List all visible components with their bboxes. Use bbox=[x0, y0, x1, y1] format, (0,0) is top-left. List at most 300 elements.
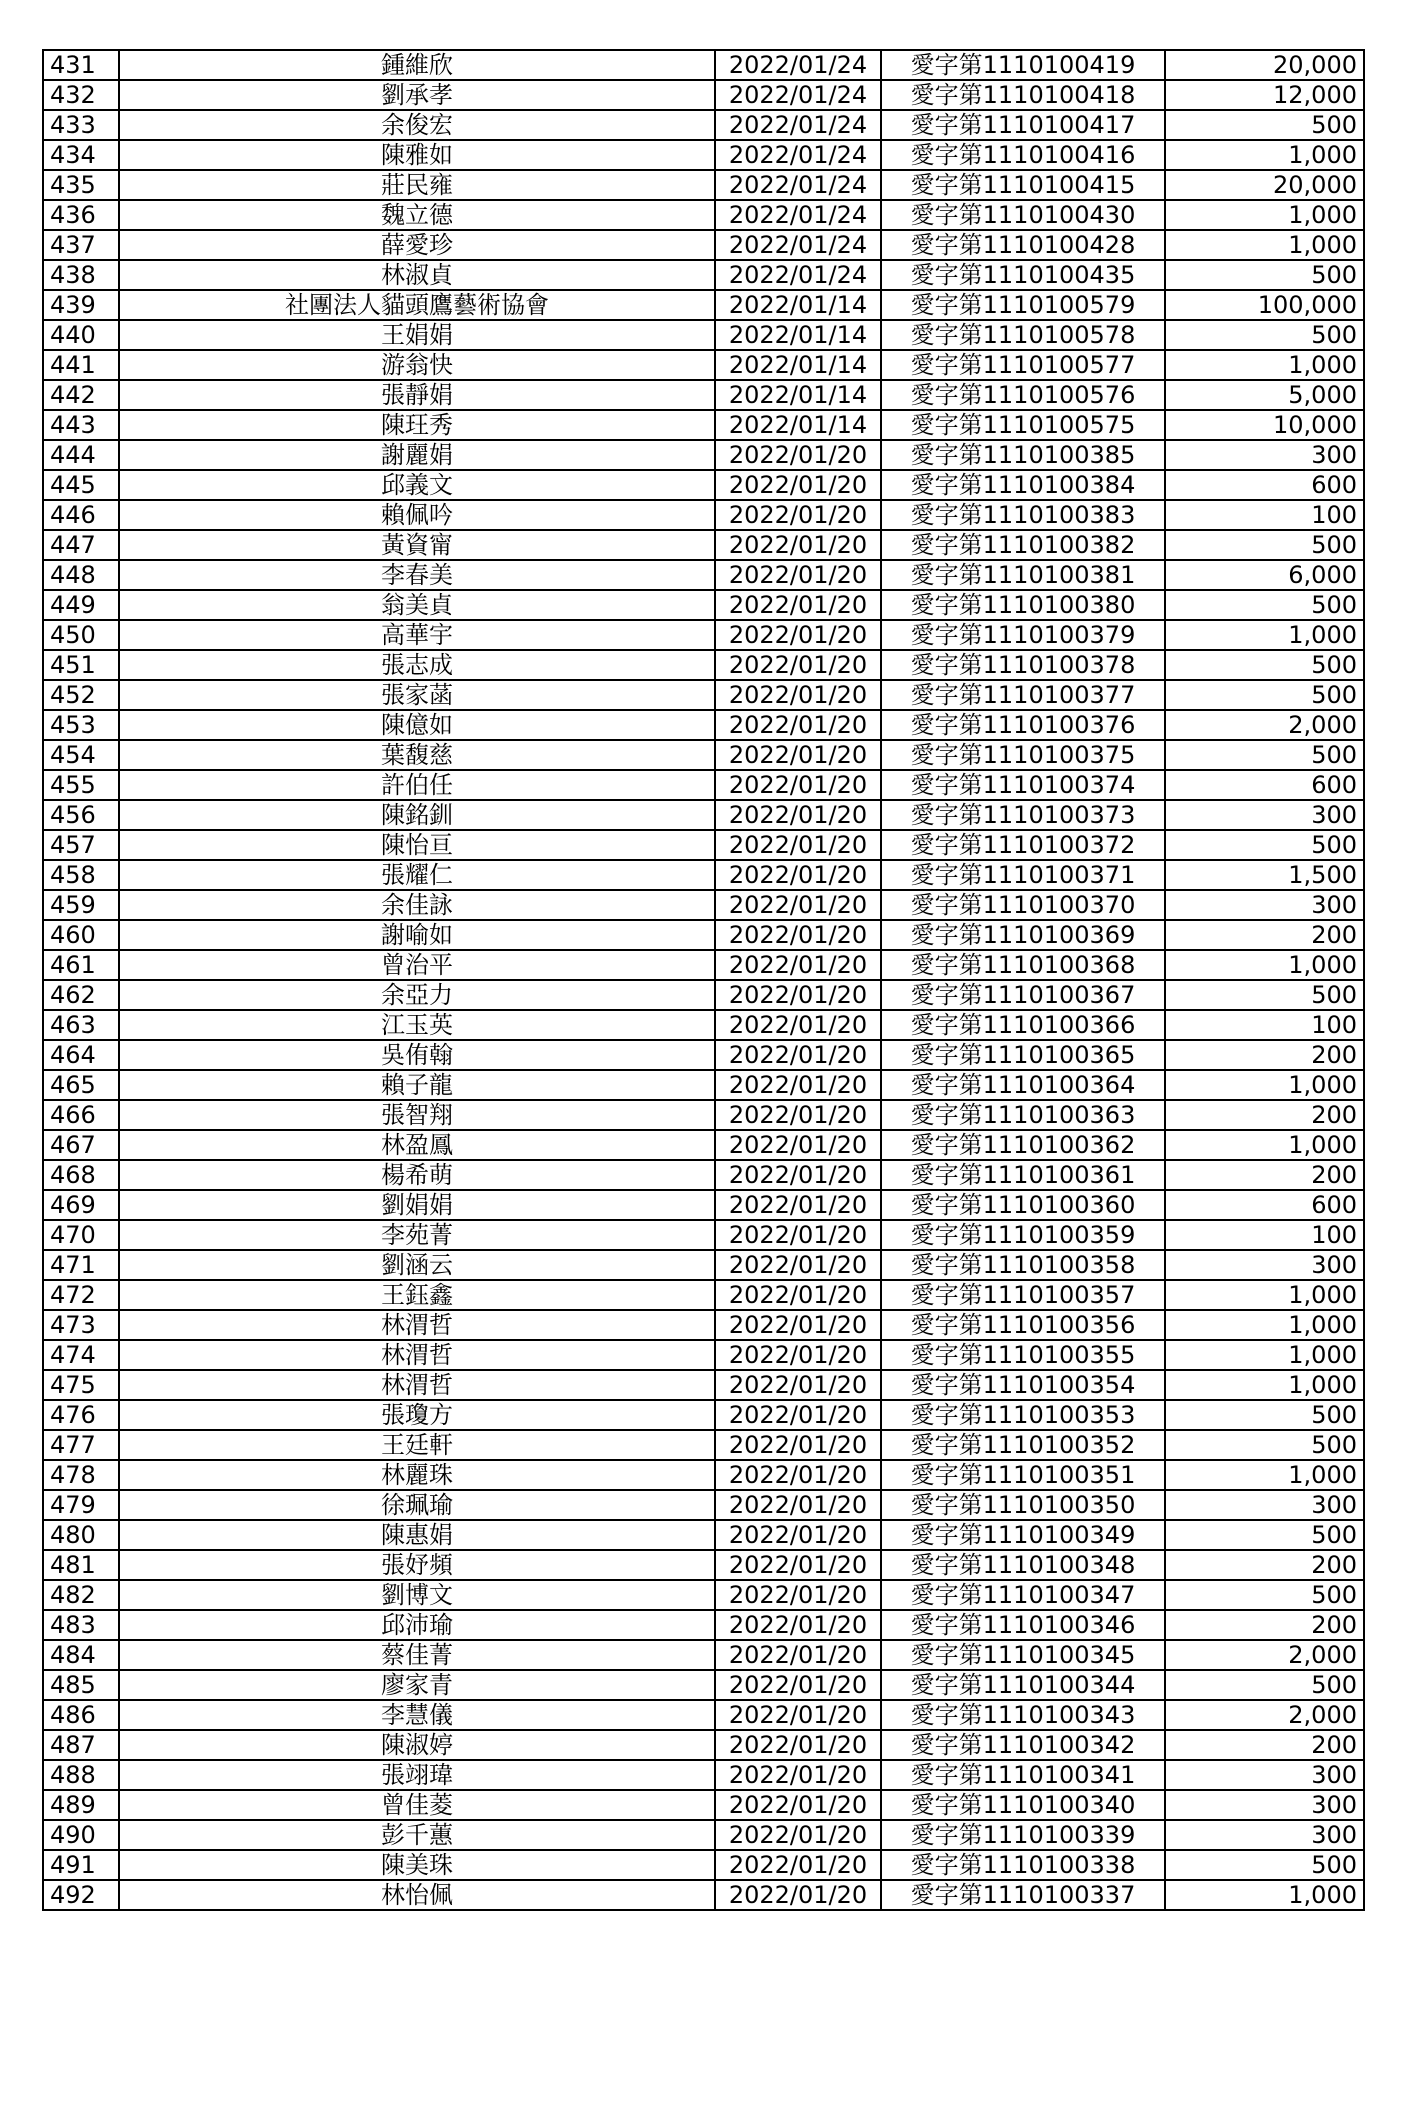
amount-cell: 500 bbox=[1165, 110, 1364, 140]
donation-date-cell: 2022/01/20 bbox=[715, 1280, 881, 1310]
table-row bbox=[43, 1850, 1364, 1880]
table-row bbox=[43, 410, 1364, 440]
donor-name-cell: 廖家青 bbox=[119, 1670, 715, 1700]
table-row bbox=[43, 1310, 1364, 1340]
donation-date-cell: 2022/01/20 bbox=[715, 500, 881, 530]
receipt-number-cell: 愛字第1110100370 bbox=[881, 890, 1165, 920]
serial-number-cell: 474 bbox=[43, 1340, 119, 1370]
table-row bbox=[43, 890, 1364, 920]
donation-date-cell: 2022/01/20 bbox=[715, 1340, 881, 1370]
table-row bbox=[43, 1250, 1364, 1280]
receipt-number-cell: 愛字第1110100349 bbox=[881, 1520, 1165, 1550]
donation-date-cell: 2022/01/20 bbox=[715, 1040, 881, 1070]
amount-cell: 500 bbox=[1165, 1850, 1364, 1880]
serial-number-cell: 476 bbox=[43, 1400, 119, 1430]
donor-name-cell: 黃資甯 bbox=[119, 530, 715, 560]
amount-cell: 1,000 bbox=[1165, 1340, 1364, 1370]
table-row bbox=[43, 1040, 1364, 1070]
serial-number-cell: 447 bbox=[43, 530, 119, 560]
amount-cell: 2,000 bbox=[1165, 1640, 1364, 1670]
amount-cell: 1,000 bbox=[1165, 1460, 1364, 1490]
donor-name-cell: 劉博文 bbox=[119, 1580, 715, 1610]
donation-date-cell: 2022/01/20 bbox=[715, 1760, 881, 1790]
table-row bbox=[43, 1220, 1364, 1250]
donor-name-cell: 陳銘釧 bbox=[119, 800, 715, 830]
receipt-number-cell: 愛字第1110100363 bbox=[881, 1100, 1165, 1130]
serial-number-cell: 487 bbox=[43, 1730, 119, 1760]
donation-date-cell: 2022/01/14 bbox=[715, 380, 881, 410]
amount-cell: 200 bbox=[1165, 920, 1364, 950]
receipt-number-cell: 愛字第1110100379 bbox=[881, 620, 1165, 650]
donor-name-cell: 薛愛珍 bbox=[119, 230, 715, 260]
donation-date-cell: 2022/01/20 bbox=[715, 950, 881, 980]
table-row bbox=[43, 1340, 1364, 1370]
receipt-number-cell: 愛字第1110100577 bbox=[881, 350, 1165, 380]
amount-cell: 200 bbox=[1165, 1040, 1364, 1070]
donor-name-cell: 林渭哲 bbox=[119, 1310, 715, 1340]
receipt-number-cell: 愛字第1110100369 bbox=[881, 920, 1165, 950]
donation-date-cell: 2022/01/20 bbox=[715, 440, 881, 470]
serial-number-cell: 492 bbox=[43, 1880, 119, 1910]
table-row bbox=[43, 500, 1364, 530]
amount-cell: 500 bbox=[1165, 680, 1364, 710]
table-row bbox=[43, 1760, 1364, 1790]
serial-number-cell: 441 bbox=[43, 350, 119, 380]
table-row bbox=[43, 1430, 1364, 1460]
serial-number-cell: 453 bbox=[43, 710, 119, 740]
amount-cell: 20,000 bbox=[1165, 170, 1364, 200]
amount-cell: 600 bbox=[1165, 770, 1364, 800]
donation-date-cell: 2022/01/24 bbox=[715, 110, 881, 140]
donation-date-cell: 2022/01/20 bbox=[715, 1700, 881, 1730]
receipt-number-cell: 愛字第1110100378 bbox=[881, 650, 1165, 680]
donor-name-cell: 李苑菁 bbox=[119, 1220, 715, 1250]
amount-cell: 500 bbox=[1165, 830, 1364, 860]
donation-date-cell: 2022/01/20 bbox=[715, 1160, 881, 1190]
donation-date-cell: 2022/01/20 bbox=[715, 1520, 881, 1550]
donation-date-cell: 2022/01/20 bbox=[715, 1640, 881, 1670]
amount-cell: 500 bbox=[1165, 1430, 1364, 1460]
receipt-number-cell: 愛字第1110100347 bbox=[881, 1580, 1165, 1610]
amount-cell: 300 bbox=[1165, 1820, 1364, 1850]
donor-name-cell: 賴佩吟 bbox=[119, 500, 715, 530]
serial-number-cell: 433 bbox=[43, 110, 119, 140]
donor-name-cell: 李慧儀 bbox=[119, 1700, 715, 1730]
receipt-number-cell: 愛字第1110100435 bbox=[881, 260, 1165, 290]
donor-name-cell: 張耀仁 bbox=[119, 860, 715, 890]
serial-number-cell: 438 bbox=[43, 260, 119, 290]
receipt-number-cell: 愛字第1110100383 bbox=[881, 500, 1165, 530]
donation-date-cell: 2022/01/24 bbox=[715, 50, 881, 80]
donor-name-cell: 邱沛瑜 bbox=[119, 1610, 715, 1640]
serial-number-cell: 449 bbox=[43, 590, 119, 620]
serial-number-cell: 448 bbox=[43, 560, 119, 590]
receipt-number-cell: 愛字第1110100355 bbox=[881, 1340, 1165, 1370]
receipt-number-cell: 愛字第1110100350 bbox=[881, 1490, 1165, 1520]
donor-name-cell: 曾佳菱 bbox=[119, 1790, 715, 1820]
donor-name-cell: 謝麗娟 bbox=[119, 440, 715, 470]
serial-number-cell: 459 bbox=[43, 890, 119, 920]
amount-cell: 500 bbox=[1165, 530, 1364, 560]
serial-number-cell: 483 bbox=[43, 1610, 119, 1640]
donor-name-cell: 余亞力 bbox=[119, 980, 715, 1010]
serial-number-cell: 463 bbox=[43, 1010, 119, 1040]
donation-date-cell: 2022/01/20 bbox=[715, 860, 881, 890]
table-row bbox=[43, 1880, 1364, 1910]
amount-cell: 1,000 bbox=[1165, 350, 1364, 380]
amount-cell: 500 bbox=[1165, 740, 1364, 770]
receipt-number-cell: 愛字第1110100362 bbox=[881, 1130, 1165, 1160]
table-row bbox=[43, 1130, 1364, 1160]
donation-date-cell: 2022/01/20 bbox=[715, 920, 881, 950]
amount-cell: 1,000 bbox=[1165, 1310, 1364, 1340]
serial-number-cell: 440 bbox=[43, 320, 119, 350]
donor-name-cell: 葉馥慈 bbox=[119, 740, 715, 770]
table-row bbox=[43, 320, 1364, 350]
table-row bbox=[43, 1370, 1364, 1400]
table-row bbox=[43, 260, 1364, 290]
table-row bbox=[43, 950, 1364, 980]
amount-cell: 300 bbox=[1165, 440, 1364, 470]
donation-date-cell: 2022/01/14 bbox=[715, 320, 881, 350]
receipt-number-cell: 愛字第1110100338 bbox=[881, 1850, 1165, 1880]
donor-name-cell: 林麗珠 bbox=[119, 1460, 715, 1490]
receipt-number-cell: 愛字第1110100381 bbox=[881, 560, 1165, 590]
receipt-number-cell: 愛字第1110100380 bbox=[881, 590, 1165, 620]
serial-number-cell: 454 bbox=[43, 740, 119, 770]
serial-number-cell: 458 bbox=[43, 860, 119, 890]
donation-date-cell: 2022/01/24 bbox=[715, 140, 881, 170]
serial-number-cell: 482 bbox=[43, 1580, 119, 1610]
donation-date-cell: 2022/01/20 bbox=[715, 800, 881, 830]
receipt-number-cell: 愛字第1110100375 bbox=[881, 740, 1165, 770]
receipt-number-cell: 愛字第1110100367 bbox=[881, 980, 1165, 1010]
donor-name-cell: 劉娟娟 bbox=[119, 1190, 715, 1220]
receipt-number-cell: 愛字第1110100576 bbox=[881, 380, 1165, 410]
receipt-number-cell: 愛字第1110100344 bbox=[881, 1670, 1165, 1700]
donor-name-cell: 曾治平 bbox=[119, 950, 715, 980]
amount-cell: 1,000 bbox=[1165, 200, 1364, 230]
donor-name-cell: 張瓊方 bbox=[119, 1400, 715, 1430]
donation-date-cell: 2022/01/20 bbox=[715, 1010, 881, 1040]
serial-number-cell: 456 bbox=[43, 800, 119, 830]
serial-number-cell: 491 bbox=[43, 1850, 119, 1880]
receipt-number-cell: 愛字第1110100419 bbox=[881, 50, 1165, 80]
table-row bbox=[43, 530, 1364, 560]
donor-name-cell: 張智翔 bbox=[119, 1100, 715, 1130]
donor-name-cell: 林渭哲 bbox=[119, 1340, 715, 1370]
donor-name-cell: 游翁快 bbox=[119, 350, 715, 380]
table-row bbox=[43, 1580, 1364, 1610]
donor-name-cell: 江玉英 bbox=[119, 1010, 715, 1040]
serial-number-cell: 439 bbox=[43, 290, 119, 320]
donation-date-cell: 2022/01/20 bbox=[715, 1190, 881, 1220]
amount-cell: 500 bbox=[1165, 650, 1364, 680]
table-row bbox=[43, 860, 1364, 890]
table-body bbox=[43, 50, 1364, 1910]
donor-name-cell: 王鈺鑫 bbox=[119, 1280, 715, 1310]
donor-name-cell: 謝喻如 bbox=[119, 920, 715, 950]
receipt-number-cell: 愛字第1110100357 bbox=[881, 1280, 1165, 1310]
receipt-number-cell: 愛字第1110100342 bbox=[881, 1730, 1165, 1760]
donation-date-cell: 2022/01/20 bbox=[715, 770, 881, 800]
table-row bbox=[43, 1550, 1364, 1580]
serial-number-cell: 488 bbox=[43, 1760, 119, 1790]
donor-name-cell: 高華宇 bbox=[119, 620, 715, 650]
serial-number-cell: 437 bbox=[43, 230, 119, 260]
serial-number-cell: 479 bbox=[43, 1490, 119, 1520]
table-row bbox=[43, 560, 1364, 590]
donation-date-cell: 2022/01/14 bbox=[715, 350, 881, 380]
amount-cell: 12,000 bbox=[1165, 80, 1364, 110]
amount-cell: 200 bbox=[1165, 1160, 1364, 1190]
table-row bbox=[43, 1160, 1364, 1190]
receipt-number-cell: 愛字第1110100372 bbox=[881, 830, 1165, 860]
donor-name-cell: 余佳詠 bbox=[119, 890, 715, 920]
amount-cell: 1,000 bbox=[1165, 1280, 1364, 1310]
donation-date-cell: 2022/01/20 bbox=[715, 1880, 881, 1910]
receipt-number-cell: 愛字第1110100346 bbox=[881, 1610, 1165, 1640]
amount-cell: 1,000 bbox=[1165, 1880, 1364, 1910]
table-row bbox=[43, 620, 1364, 650]
donation-date-cell: 2022/01/20 bbox=[715, 1670, 881, 1700]
amount-cell: 100 bbox=[1165, 1010, 1364, 1040]
receipt-number-cell: 愛字第1110100354 bbox=[881, 1370, 1165, 1400]
serial-number-cell: 478 bbox=[43, 1460, 119, 1490]
donor-name-cell: 劉承孝 bbox=[119, 80, 715, 110]
amount-cell: 20,000 bbox=[1165, 50, 1364, 80]
donor-name-cell: 林渭哲 bbox=[119, 1370, 715, 1400]
table-row bbox=[43, 680, 1364, 710]
table-row bbox=[43, 590, 1364, 620]
serial-number-cell: 489 bbox=[43, 1790, 119, 1820]
receipt-number-cell: 愛字第1110100366 bbox=[881, 1010, 1165, 1040]
donation-date-cell: 2022/01/20 bbox=[715, 890, 881, 920]
table-row bbox=[43, 1010, 1364, 1040]
amount-cell: 2,000 bbox=[1165, 1700, 1364, 1730]
table-row bbox=[43, 380, 1364, 410]
table-row bbox=[43, 110, 1364, 140]
donor-name-cell: 魏立德 bbox=[119, 200, 715, 230]
table-row bbox=[43, 1100, 1364, 1130]
receipt-number-cell: 愛字第1110100416 bbox=[881, 140, 1165, 170]
amount-cell: 500 bbox=[1165, 980, 1364, 1010]
serial-number-cell: 485 bbox=[43, 1670, 119, 1700]
amount-cell: 1,000 bbox=[1165, 1130, 1364, 1160]
amount-cell: 100,000 bbox=[1165, 290, 1364, 320]
table-row bbox=[43, 1700, 1364, 1730]
serial-number-cell: 473 bbox=[43, 1310, 119, 1340]
receipt-number-cell: 愛字第1110100368 bbox=[881, 950, 1165, 980]
serial-number-cell: 465 bbox=[43, 1070, 119, 1100]
table-row bbox=[43, 740, 1364, 770]
donation-date-cell: 2022/01/20 bbox=[715, 1220, 881, 1250]
donor-name-cell: 李春美 bbox=[119, 560, 715, 590]
amount-cell: 300 bbox=[1165, 1790, 1364, 1820]
donation-table bbox=[42, 49, 1365, 1911]
donor-name-cell: 余俊宏 bbox=[119, 110, 715, 140]
serial-number-cell: 468 bbox=[43, 1160, 119, 1190]
donation-date-cell: 2022/01/24 bbox=[715, 230, 881, 260]
donation-date-cell: 2022/01/20 bbox=[715, 650, 881, 680]
receipt-number-cell: 愛字第1110100575 bbox=[881, 410, 1165, 440]
donation-date-cell: 2022/01/20 bbox=[715, 1610, 881, 1640]
serial-number-cell: 451 bbox=[43, 650, 119, 680]
donation-date-cell: 2022/01/20 bbox=[715, 620, 881, 650]
donation-date-cell: 2022/01/20 bbox=[715, 1820, 881, 1850]
amount-cell: 1,000 bbox=[1165, 140, 1364, 170]
table-row bbox=[43, 1820, 1364, 1850]
amount-cell: 5,000 bbox=[1165, 380, 1364, 410]
donor-name-cell: 鍾維欣 bbox=[119, 50, 715, 80]
donation-date-cell: 2022/01/14 bbox=[715, 290, 881, 320]
table-row bbox=[43, 1190, 1364, 1220]
amount-cell: 500 bbox=[1165, 1670, 1364, 1700]
receipt-number-cell: 愛字第1110100428 bbox=[881, 230, 1165, 260]
serial-number-cell: 460 bbox=[43, 920, 119, 950]
serial-number-cell: 443 bbox=[43, 410, 119, 440]
table-row bbox=[43, 170, 1364, 200]
donation-date-cell: 2022/01/24 bbox=[715, 170, 881, 200]
table-row bbox=[43, 1790, 1364, 1820]
serial-number-cell: 486 bbox=[43, 1700, 119, 1730]
receipt-number-cell: 愛字第1110100415 bbox=[881, 170, 1165, 200]
serial-number-cell: 467 bbox=[43, 1130, 119, 1160]
receipt-number-cell: 愛字第1110100356 bbox=[881, 1310, 1165, 1340]
amount-cell: 100 bbox=[1165, 500, 1364, 530]
table-row bbox=[43, 980, 1364, 1010]
donation-date-cell: 2022/01/24 bbox=[715, 80, 881, 110]
serial-number-cell: 452 bbox=[43, 680, 119, 710]
donation-date-cell: 2022/01/20 bbox=[715, 1580, 881, 1610]
serial-number-cell: 462 bbox=[43, 980, 119, 1010]
donor-name-cell: 林盈鳳 bbox=[119, 1130, 715, 1160]
amount-cell: 500 bbox=[1165, 320, 1364, 350]
serial-number-cell: 436 bbox=[43, 200, 119, 230]
amount-cell: 600 bbox=[1165, 470, 1364, 500]
donation-date-cell: 2022/01/20 bbox=[715, 1310, 881, 1340]
amount-cell: 600 bbox=[1165, 1190, 1364, 1220]
donor-name-cell: 陳美珠 bbox=[119, 1850, 715, 1880]
amount-cell: 2,000 bbox=[1165, 710, 1364, 740]
donor-name-cell: 張妤頻 bbox=[119, 1550, 715, 1580]
receipt-number-cell: 愛字第1110100371 bbox=[881, 860, 1165, 890]
table-row bbox=[43, 1280, 1364, 1310]
amount-cell: 1,000 bbox=[1165, 620, 1364, 650]
donor-name-cell: 彭千蕙 bbox=[119, 1820, 715, 1850]
donation-date-cell: 2022/01/20 bbox=[715, 1730, 881, 1760]
amount-cell: 300 bbox=[1165, 1490, 1364, 1520]
serial-number-cell: 469 bbox=[43, 1190, 119, 1220]
table-row bbox=[43, 1460, 1364, 1490]
donor-name-cell: 陳淑婷 bbox=[119, 1730, 715, 1760]
donation-date-cell: 2022/01/20 bbox=[715, 1370, 881, 1400]
serial-number-cell: 445 bbox=[43, 470, 119, 500]
donor-name-cell: 社團法人貓頭鷹藝術協會 bbox=[119, 290, 715, 320]
receipt-number-cell: 愛字第1110100384 bbox=[881, 470, 1165, 500]
donation-date-cell: 2022/01/20 bbox=[715, 560, 881, 590]
table-row bbox=[43, 290, 1364, 320]
receipt-number-cell: 愛字第1110100343 bbox=[881, 1700, 1165, 1730]
serial-number-cell: 444 bbox=[43, 440, 119, 470]
donor-name-cell: 王廷軒 bbox=[119, 1430, 715, 1460]
donor-name-cell: 吳侑翰 bbox=[119, 1040, 715, 1070]
serial-number-cell: 475 bbox=[43, 1370, 119, 1400]
serial-number-cell: 435 bbox=[43, 170, 119, 200]
receipt-number-cell: 愛字第1110100340 bbox=[881, 1790, 1165, 1820]
donation-date-cell: 2022/01/24 bbox=[715, 200, 881, 230]
amount-cell: 1,000 bbox=[1165, 1070, 1364, 1100]
receipt-number-cell: 愛字第1110100377 bbox=[881, 680, 1165, 710]
receipt-number-cell: 愛字第1110100341 bbox=[881, 1760, 1165, 1790]
serial-number-cell: 477 bbox=[43, 1430, 119, 1460]
donor-name-cell: 徐珮瑜 bbox=[119, 1490, 715, 1520]
serial-number-cell: 442 bbox=[43, 380, 119, 410]
amount-cell: 500 bbox=[1165, 260, 1364, 290]
table-row bbox=[43, 710, 1364, 740]
receipt-number-cell: 愛字第1110100373 bbox=[881, 800, 1165, 830]
donation-date-cell: 2022/01/20 bbox=[715, 1550, 881, 1580]
donor-name-cell: 張家菡 bbox=[119, 680, 715, 710]
receipt-number-cell: 愛字第1110100376 bbox=[881, 710, 1165, 740]
table-row bbox=[43, 230, 1364, 260]
table-row bbox=[43, 200, 1364, 230]
receipt-number-cell: 愛字第1110100578 bbox=[881, 320, 1165, 350]
receipt-number-cell: 愛字第1110100430 bbox=[881, 200, 1165, 230]
receipt-number-cell: 愛字第1110100364 bbox=[881, 1070, 1165, 1100]
donation-date-cell: 2022/01/20 bbox=[715, 1430, 881, 1460]
donor-name-cell: 張翊瑋 bbox=[119, 1760, 715, 1790]
table-row bbox=[43, 1070, 1364, 1100]
donation-date-cell: 2022/01/20 bbox=[715, 1460, 881, 1490]
serial-number-cell: 432 bbox=[43, 80, 119, 110]
serial-number-cell: 472 bbox=[43, 1280, 119, 1310]
donation-date-cell: 2022/01/14 bbox=[715, 410, 881, 440]
amount-cell: 500 bbox=[1165, 590, 1364, 620]
donor-name-cell: 林淑貞 bbox=[119, 260, 715, 290]
table-row bbox=[43, 1670, 1364, 1700]
donation-date-cell: 2022/01/20 bbox=[715, 1790, 881, 1820]
table-row bbox=[43, 470, 1364, 500]
table-row bbox=[43, 1640, 1364, 1670]
serial-number-cell: 464 bbox=[43, 1040, 119, 1070]
donor-name-cell: 林怡佩 bbox=[119, 1880, 715, 1910]
receipt-number-cell: 愛字第1110100418 bbox=[881, 80, 1165, 110]
donor-name-cell: 張靜娟 bbox=[119, 380, 715, 410]
receipt-number-cell: 愛字第1110100361 bbox=[881, 1160, 1165, 1190]
receipt-number-cell: 愛字第1110100417 bbox=[881, 110, 1165, 140]
donor-name-cell: 陳雅如 bbox=[119, 140, 715, 170]
table-row bbox=[43, 1490, 1364, 1520]
amount-cell: 500 bbox=[1165, 1400, 1364, 1430]
serial-number-cell: 461 bbox=[43, 950, 119, 980]
receipt-number-cell: 愛字第1110100348 bbox=[881, 1550, 1165, 1580]
amount-cell: 300 bbox=[1165, 890, 1364, 920]
receipt-number-cell: 愛字第1110100359 bbox=[881, 1220, 1165, 1250]
donation-date-cell: 2022/01/20 bbox=[715, 1490, 881, 1520]
amount-cell: 300 bbox=[1165, 1250, 1364, 1280]
serial-number-cell: 450 bbox=[43, 620, 119, 650]
donation-date-cell: 2022/01/20 bbox=[715, 590, 881, 620]
amount-cell: 1,500 bbox=[1165, 860, 1364, 890]
table-row bbox=[43, 50, 1364, 80]
table-row bbox=[43, 80, 1364, 110]
amount-cell: 1,000 bbox=[1165, 950, 1364, 980]
table-row bbox=[43, 140, 1364, 170]
table-row bbox=[43, 1520, 1364, 1550]
donation-date-cell: 2022/01/20 bbox=[715, 470, 881, 500]
serial-number-cell: 457 bbox=[43, 830, 119, 860]
